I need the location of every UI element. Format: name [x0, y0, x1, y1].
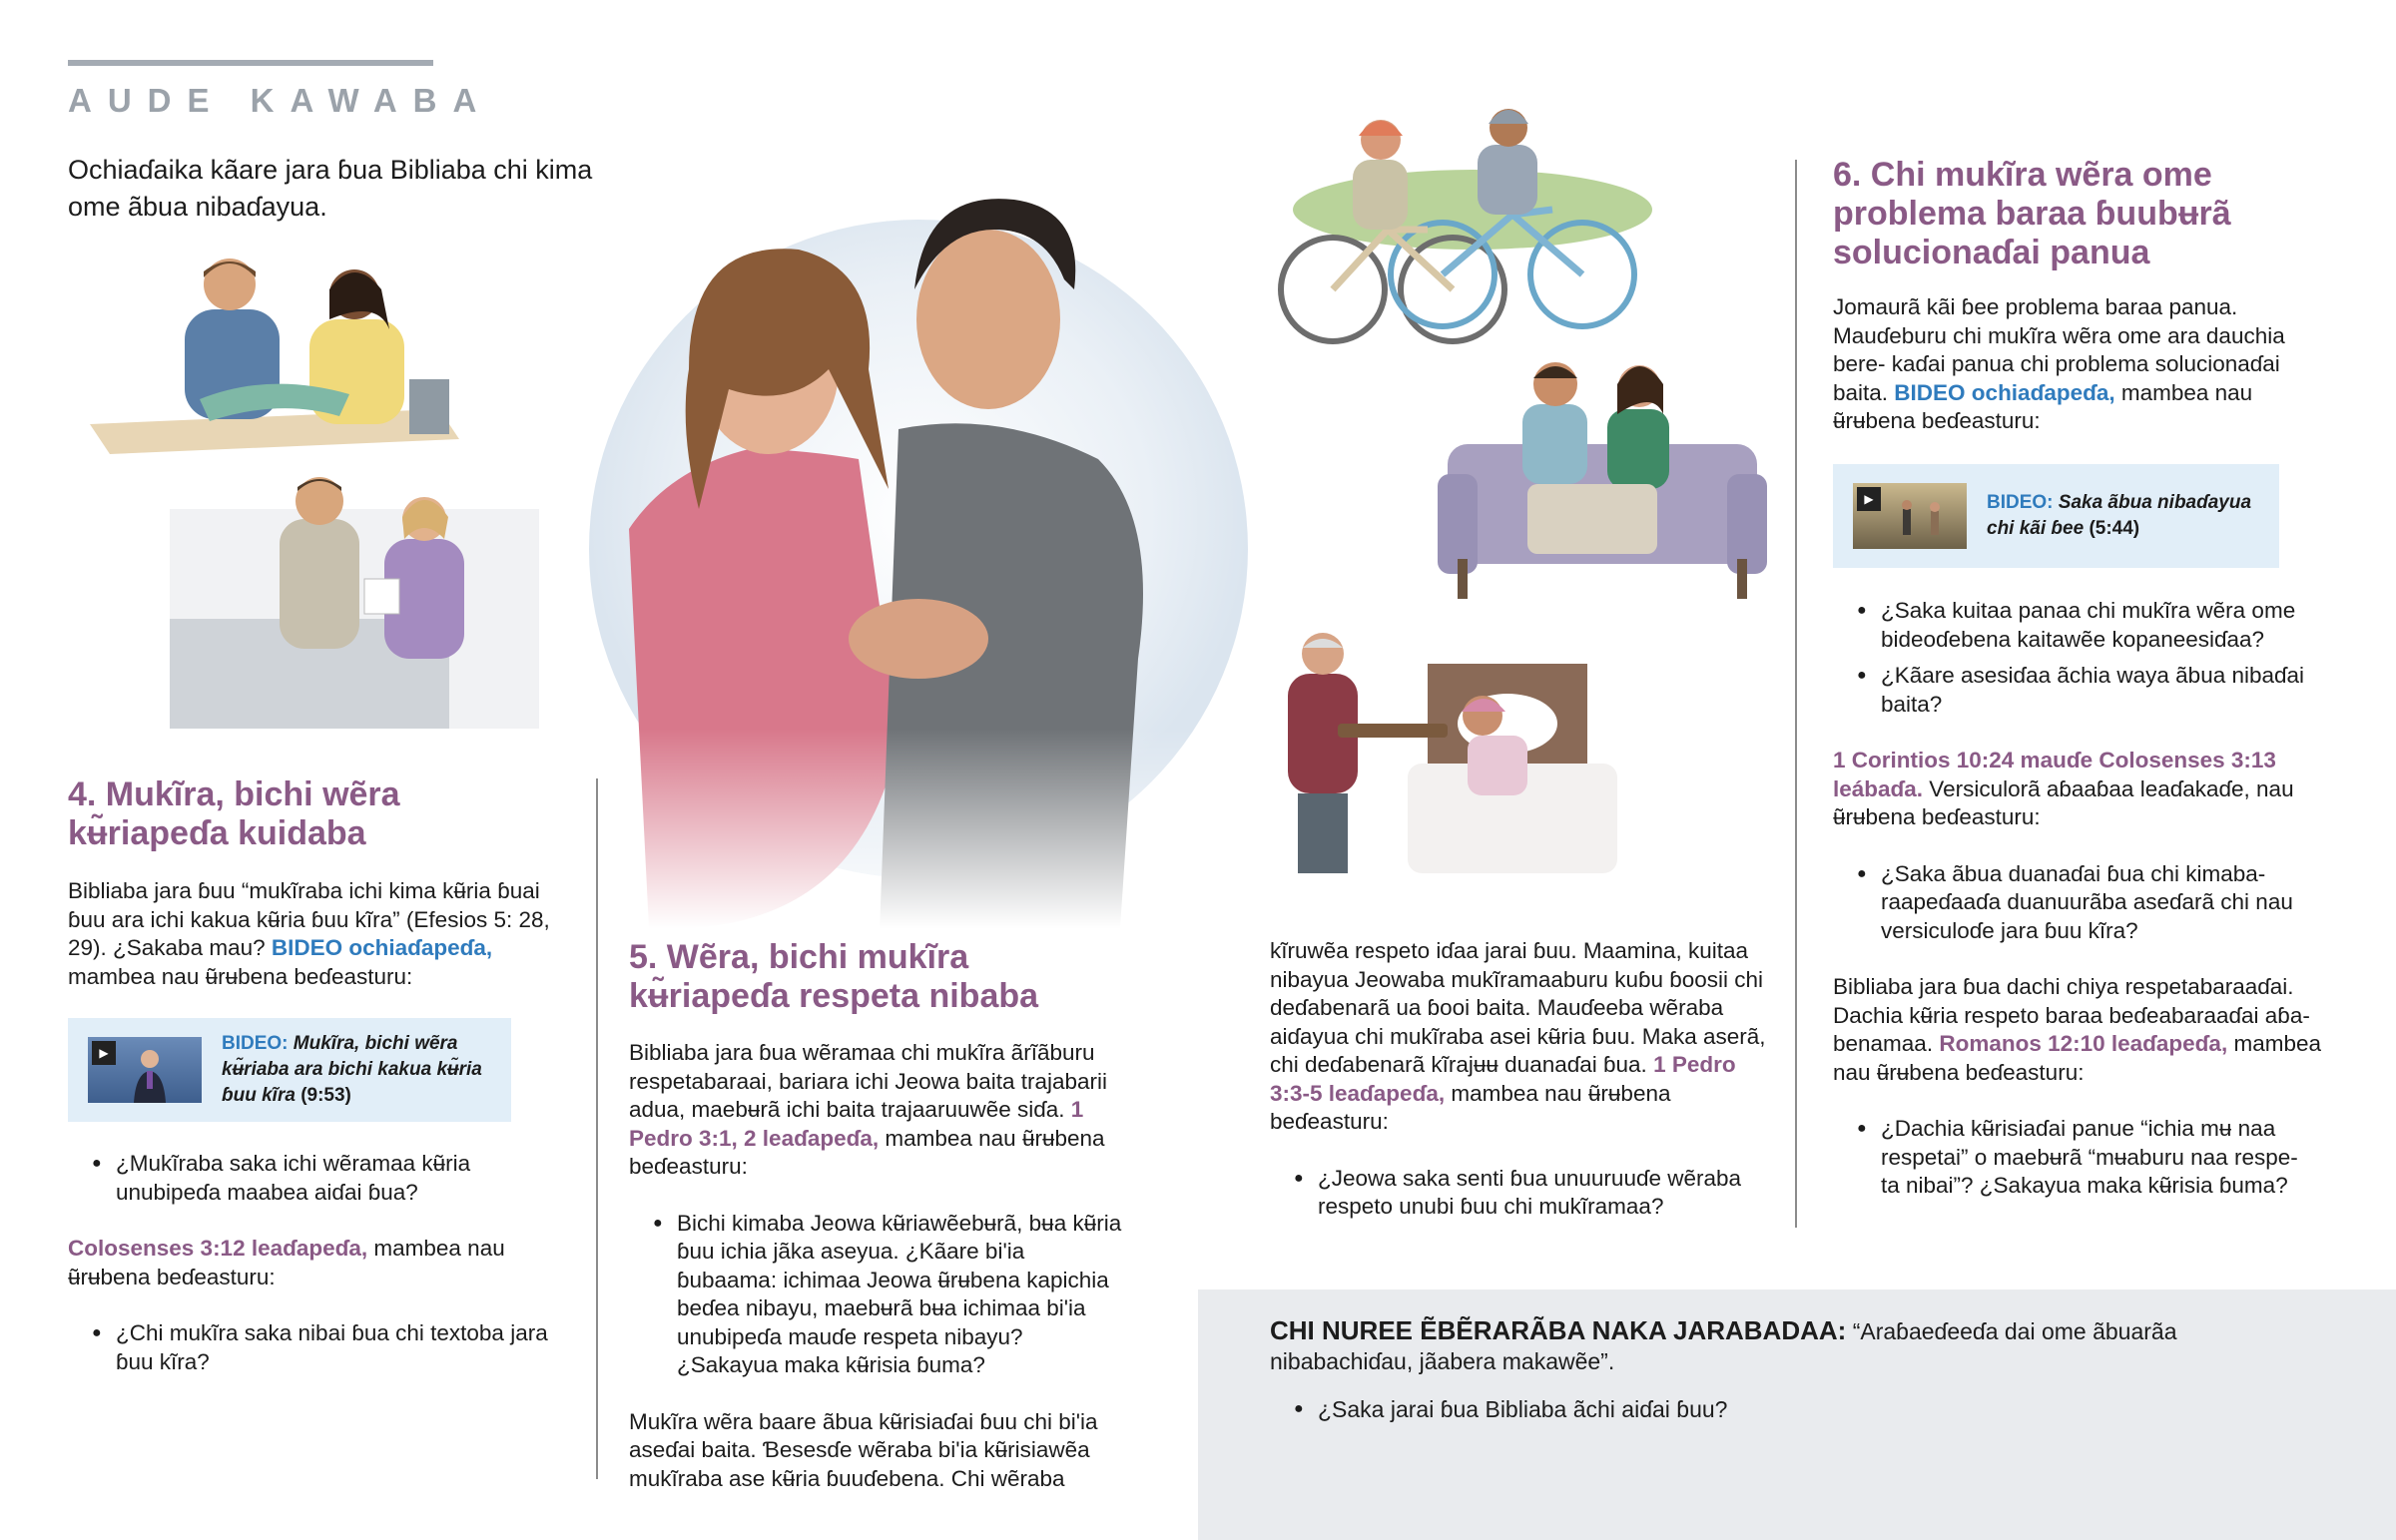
- video-label: BIDEO:: [222, 1033, 289, 1054]
- video-duration: (9:53): [300, 1085, 351, 1106]
- husband-caring-illustration: [1268, 604, 1617, 883]
- reference-instruction: mambea nau ʉ̃rʉbena beɗeasturu:: [629, 1125, 1105, 1179]
- question-list: [1270, 1165, 1769, 1222]
- section-6-text: Jomaurã kãi ɓee problema baraa panua. Mauɗeburu chi mukĩra wẽra ome ara dauchia bere- kaɗai panua chi problema solucionaɗai baita.: [1833, 294, 2285, 405]
- section-5-title: 5. Wẽra, bichi mukĩra kʉ̃riapeɗa respeta nibaba: [629, 938, 1039, 1015]
- section-4-questions: [68, 1150, 567, 1404]
- section-6-paragraph-3: [1833, 973, 2322, 1087]
- play-icon[interactable]: ▶: [92, 1041, 116, 1065]
- question-item: ● ¿Chi mukĩra saka nibai ɓua chi textoba jara ɓuu kĩra?: [68, 1319, 567, 1376]
- video-link[interactable]: BIDEO ochiaɗapeɗa,: [271, 935, 493, 960]
- question-list: [629, 1210, 1128, 1380]
- section-5-text: Bibliaba jara ɓua wẽramaa chi mukĩra ãrĩãburu respetabaraai, bariara ichi Jeowa baita trajabarii adua, maebʉrã ichi baita trajaaruuwẽe siɗa.: [629, 1040, 1108, 1122]
- reference-instruction: Versiculorã aɓaaɓaa leaɗakaɗe, nau ʉ̃rʉbena beɗeasturu:: [1833, 775, 2294, 829]
- reference-instruction: mambea nau ʉ̃rʉbena beɗeasturu:: [1833, 1031, 2321, 1085]
- question-item: ● ¿Kãare asesiɗaa ãchia waya ãbua nibaɗai baita?: [1833, 662, 2322, 719]
- video-caption: [1987, 490, 2259, 542]
- video-card-section-4[interactable]: [68, 1018, 511, 1122]
- question-list: [68, 1319, 567, 1376]
- video-thumbnail[interactable]: [1853, 483, 1967, 549]
- section-5-continued-paragraph: [1270, 937, 1769, 1137]
- section-6-reference-paragraph: [1833, 747, 2322, 832]
- section-5-continued: [1270, 937, 1769, 1250]
- video-caption: [222, 1031, 491, 1109]
- section-5-paragraph-2: Mukĩra wẽra baare ãbua kʉ̃risiaɗai ɓuu chi bi'ia aseɗai baita. Ɓesesɗe wẽraba bi'ia kʉ̃risiawẽa mukĩraba ase kʉ̃ria ɓuuɗebena. Chi wẽraba: [629, 1408, 1098, 1491]
- couple-kitchen-illustration: [170, 469, 539, 729]
- speaker-figure-icon: [88, 1037, 202, 1103]
- section-6-questions: [1833, 597, 2322, 1229]
- section-4-text-end: mambea nau ʉ̃rʉbena beɗeasturu:: [68, 963, 413, 989]
- video-link[interactable]: BIDEO ochiaɗapeɗa,: [1894, 379, 2115, 405]
- reference-instruction: mambea nau ʉ̃rʉbena beɗeasturu:: [1270, 1080, 1671, 1134]
- question-list: [1833, 860, 2322, 946]
- scripture-reference[interactable]: 1 Corintios 10:24 mauɗe Colosenses 3:13 leábaɗa.: [1833, 748, 2276, 801]
- video-thumbnail[interactable]: [88, 1037, 202, 1103]
- couple-figures-icon: [1853, 483, 1967, 549]
- scripture-reference[interactable]: 1 Pedro 3:3-5 leaɗapeɗa,: [1270, 1052, 1736, 1106]
- couple-on-couch-illustration: [1438, 354, 1767, 604]
- couple-cycling-illustration: [1253, 100, 1652, 354]
- video-title: Mukĩra, bichi wẽra kʉ̃riaba ara bichi kakua kʉ̃ria ɓuu kĩra: [222, 1033, 482, 1106]
- question-item: ● ¿Jeowa saka senti ɓua unuuruuɗe wẽraba respeto unubi ɓuu chi mukĩramaa?: [1270, 1165, 1769, 1222]
- section-4-text: Bibliaba jara ɓuu “mukĩraba ichi kima kʉ̃ria ɓuai ɓuu ara ichi kakua kʉ̃ria ɓuu kĩra” (Efesios 5: 28, 29). ¿Sakaba mau?: [68, 878, 550, 960]
- couple-holding-hands-illustration: [559, 170, 1258, 928]
- summary-quote: “Araɓaeɗeeɗa dai ome ãbuarãa nibabachiɗau, jãabera makawẽe”.: [1270, 1318, 2177, 1374]
- question-item: ● Bichi kimaba Jeowa kʉ̃riawẽebʉrã, bʉa kʉ̃ria ɓuu ichia jãka aseyua. ¿Kãare bi'ia ɓubaama: ichimaa Jeowa ʉ̃rʉbena kapichia beɗea nibayu, maebʉrã bʉa ichimaa bi'ia unubipeɗa mauɗe respeta nibayu? ¿Sakayua maka kʉ̃risia ɓuma?: [629, 1210, 1128, 1380]
- question-item: ● ¿Dachia kʉ̃risiaɗai panue “ichia mʉ naa respetai” o maebʉrã “mʉaburu naa respe- ta nibai”? ¿Sakayua maka kʉ̃risia ɓuma?: [1833, 1115, 2322, 1201]
- question-item: ● ¿Mukĩraba saka ichi wẽramaa kʉ̃ria unubipeɗa maabea aiɗai ɓua?: [68, 1150, 567, 1207]
- section-6-paragraph: [1833, 293, 2322, 436]
- column-divider: [1795, 160, 1797, 1228]
- question-item: ● ¿Saka kuitaa panaa chi mukĩra wẽra ome bideoɗebena kaitawẽe kopaneesiɗaa?: [1833, 597, 2322, 654]
- couple-studying-illustration: [80, 250, 479, 459]
- question-list: [1833, 597, 2322, 719]
- section-5-body: [629, 1039, 1128, 1493]
- summary-text: [1270, 1315, 2268, 1452]
- section-5-continued-text: kĩruwẽa respeto iɗaa jarai ɓuu. Maamina, kuitaa nibayua Jeowaba mukĩramaaburu kuɓu ɓoosii chi deɗabenarã ua ɓooi baita. Mauɗeeba wẽraba aiɗayua chi mukĩraba asei kʉ̃ria ɓuu. Maka aserã, chi deɗabenarã kĩrajʉʉ duanaɗai ɓua.: [1270, 938, 1766, 1077]
- question-list: [1833, 1115, 2322, 1201]
- section-4-body: [68, 877, 567, 991]
- scripture-reference[interactable]: Colosenses 3:12 leaɗapeɗa,: [68, 1236, 368, 1261]
- question-list: [1270, 1394, 2268, 1424]
- play-icon[interactable]: ▶: [1857, 487, 1881, 511]
- header-rule: [68, 60, 433, 66]
- question-list: [68, 1150, 567, 1207]
- section-4-title: 4. Mukĩra, bichi wẽra kʉ̃riapeɗa kuidaba: [68, 775, 400, 852]
- section-4-reference-paragraph: [68, 1235, 567, 1291]
- column-divider: [596, 778, 598, 1479]
- section-5-paragraph: [629, 1039, 1128, 1182]
- section-6-body: [1833, 293, 2322, 436]
- video-card-section-6[interactable]: [1833, 464, 2279, 568]
- scripture-reference[interactable]: Romanos 12:10 leaɗapeɗa,: [1939, 1031, 2228, 1056]
- question-item: ● ¿Saka ãbua duanaɗai ɓua chi kimaba- raapeɗaaɗa duanuurãba aseɗarã chi nau versiculoɗe jara ɓuu kĩra?: [1833, 860, 2322, 946]
- section-4-paragraph: [68, 877, 567, 991]
- summary-statement: [1270, 1315, 2268, 1376]
- video-label: BIDEO:: [1987, 492, 2054, 513]
- section-6-text-3: Bibliaba jara ɓua dachi chiya respetabaraaɗai. Dachia kʉ̃ria respeto baraa beɗeabaraaɗai aɓa- benamaa.: [1833, 974, 2310, 1056]
- section-6-title: 6. Chi mukĩra wẽra ome problema baraa ɓuubʉrã solucionaɗai panua: [1833, 156, 2231, 271]
- reference-instruction: mambea nau ʉ̃rʉbena beɗeasturu:: [68, 1236, 505, 1289]
- scripture-reference[interactable]: 1 Pedro 3:1, 2 leaɗapeɗa,: [629, 1097, 1084, 1151]
- video-duration: (5:44): [2089, 518, 2140, 539]
- intro-text: Ochiaɗaika kãare jara ɓua Bibliaba chi kima ome ãbua nibaɗayua.: [68, 155, 593, 222]
- section-6-text-end: mambea nau ʉ̃rʉbena beɗeasturu:: [1833, 379, 2253, 433]
- video-title: Saka ãbua nibaɗayua chi kãi ɓee: [1987, 492, 2252, 539]
- section-kicker: AUDE KAWABA: [68, 82, 493, 119]
- summary-heading: CHI NUREE ẼBẼRARÃBA NAKA JARABADAA:: [1270, 1315, 1847, 1345]
- question-item: ● ¿Saka jarai ɓua Bibliaba ãchi aiɗai ɓuu?: [1270, 1394, 2268, 1424]
